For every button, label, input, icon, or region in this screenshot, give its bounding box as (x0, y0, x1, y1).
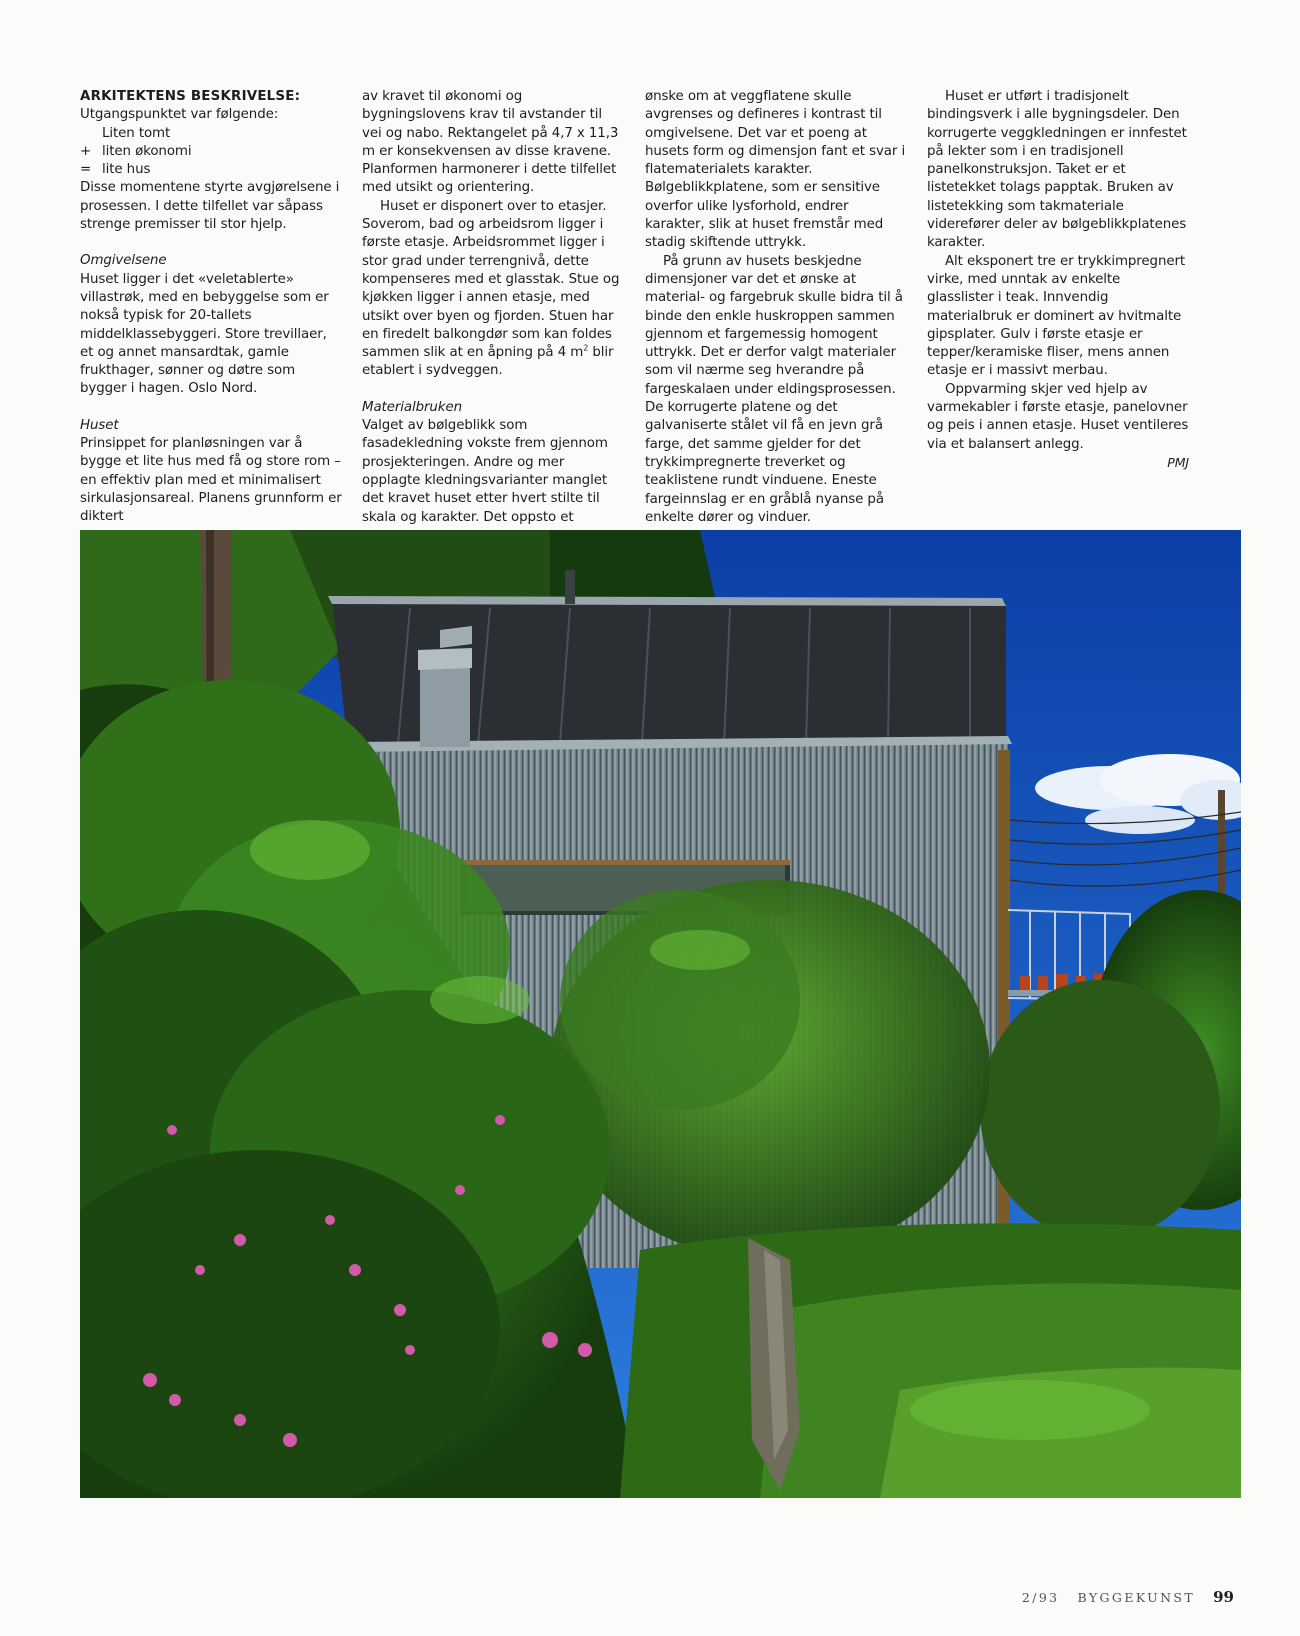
paragraph: Huset ligger i det «veletablerte» villastrøk, med en bebyggelse som er nokså typisk for 20-tallets middelklassebyggeri. Store trevillaer, et og annet mansardtak, gamle frukthager, sønner og døtre som bygger i hagen. Oslo Nord. (80, 271, 329, 397)
magazine-name: BYGGEKUNST (1077, 1590, 1196, 1605)
author-signature: PMJ (1167, 454, 1189, 470)
text-column-1 (80, 88, 342, 527)
paragraph: Huset er disponert over to etasjer. Soverom, bad og arbeidsrom ligger i første etasje. Arbeidsrommet ligger i stor grad under terrengnivå, dette kompenseres med et glasstak. Stue og kjøkken ligger i annen etasje, med utsikt over byen og fjorden. Stuen har en firedelt balkongdør som kan foldes sammen slik at en åpning på 4 $m^2$ blir etablert i sydveggen. (362, 198, 620, 379)
paragraph: Prinsippet for planløsningen var å bygge et lite hus med få og store rom – en effektiv plan med et minimalisert sirkulasjonsareal. Planens grunnform er diktert (80, 436, 342, 525)
subheading-omgivelsene: Omgivelsene (80, 253, 167, 269)
house-photograph (80, 530, 1241, 1498)
page-number: 99 (1213, 1588, 1234, 1606)
paragraph: Oppvarming skjer ved hjelp av varmekabler i første etasje, panelovner og peis i annen etasje. Huset ventileres via et balansert anlegg. (927, 381, 1189, 452)
text-column-4 (927, 88, 1189, 472)
text-column-2 (362, 88, 624, 527)
subheading-materialbruken: Materialbruken (362, 399, 462, 415)
paragraph: ønske om at veggflatene skulle avgrenses og defineres i kontrast til omgivelsene. Det var et poeng at husets form og dimensjon fant et svar i flatematerialets karakter. Bølgeblikkplatene, som er sensitive overfor ulike lysforhold, endrer karakter, slik at huset fremstår med stadig skiftende uttrykk. (645, 89, 906, 251)
text-column-3 (645, 88, 907, 527)
subheading-huset: Huset (80, 417, 119, 433)
page-footer (1022, 1588, 1234, 1608)
paragraph: Disse momentene styrte avgjørelsene i prosessen. I dette tilfellet var såpass strenge premisser til stor hjelp. (80, 180, 340, 233)
paragraph: Alt eksponert tre er trykkimpregnert virke, med unntak av enkelte glasslister i teak. Innvendig materialbruk er dominert av hvitmalte gipsplater. Gulv i første etasje er tepper/keramiske fliser, mens annen etasje er i massivt merbau. (927, 253, 1186, 379)
article-text (80, 88, 1232, 525)
intro-line: Utgangspunktet var følgende: (80, 107, 279, 123)
list-item-1: Liten tomt (102, 125, 171, 141)
article-heading: ARKITEKTENS BESKRIVELSE: (80, 89, 301, 104)
list-item-3: = lite hus (80, 162, 151, 178)
paragraph: Valget av bølgeblikk som fasadekledning vokste frem gjennom prosjekteringen. Andre og mer opplagte kledningsvarianter manglet det kravet huset etter hvert stilte til skala og karakter. Det oppsto et (362, 418, 608, 525)
paragraph: av kravet til økonomi og bygningslovens krav til avstander til vei og nabo. Rektangelet på 4,7 x 11,3 m er konsekvensen av disse kravene. Planformen harmonerer i dette tilfellet med utsikt og orientering. (362, 89, 619, 196)
issue-number: 2/93 (1021, 1590, 1060, 1605)
paragraph: På grunn av husets beskjedne dimensjoner var det et ønske at material- og fargebruk skulle bidra til å binde den enkle huskroppen sammen gjennom et fargemessig homogent uttrykk. Det er derfor valgt materialer som vil nærme seg hverandre på fargeskalaen under eldingsprosessen. De korrugerte platene og det galvaniserte stålet vil få en jevn grå farge, det samme gjelder for det trykkimpregnerte treverket og teaklistene rundt vinduene. Eneste fargeinnslag er en gråblå nyanse på enkelte dører og vinduer. (645, 253, 903, 525)
paragraph: Huset er utført i tradisjonelt bindingsverk i alle bygningsdeler. Den korrugerte veggkledningen er innfestet på lekter som i en tradisjonell panelkonstruksjon. Taket er et listetekket tolags papptak. Bruken av listetekking som takmateriale viderefører deler av bølgeblikkplatenes karakter. (927, 89, 1187, 251)
list-item-2: + liten økonomi (80, 143, 192, 159)
